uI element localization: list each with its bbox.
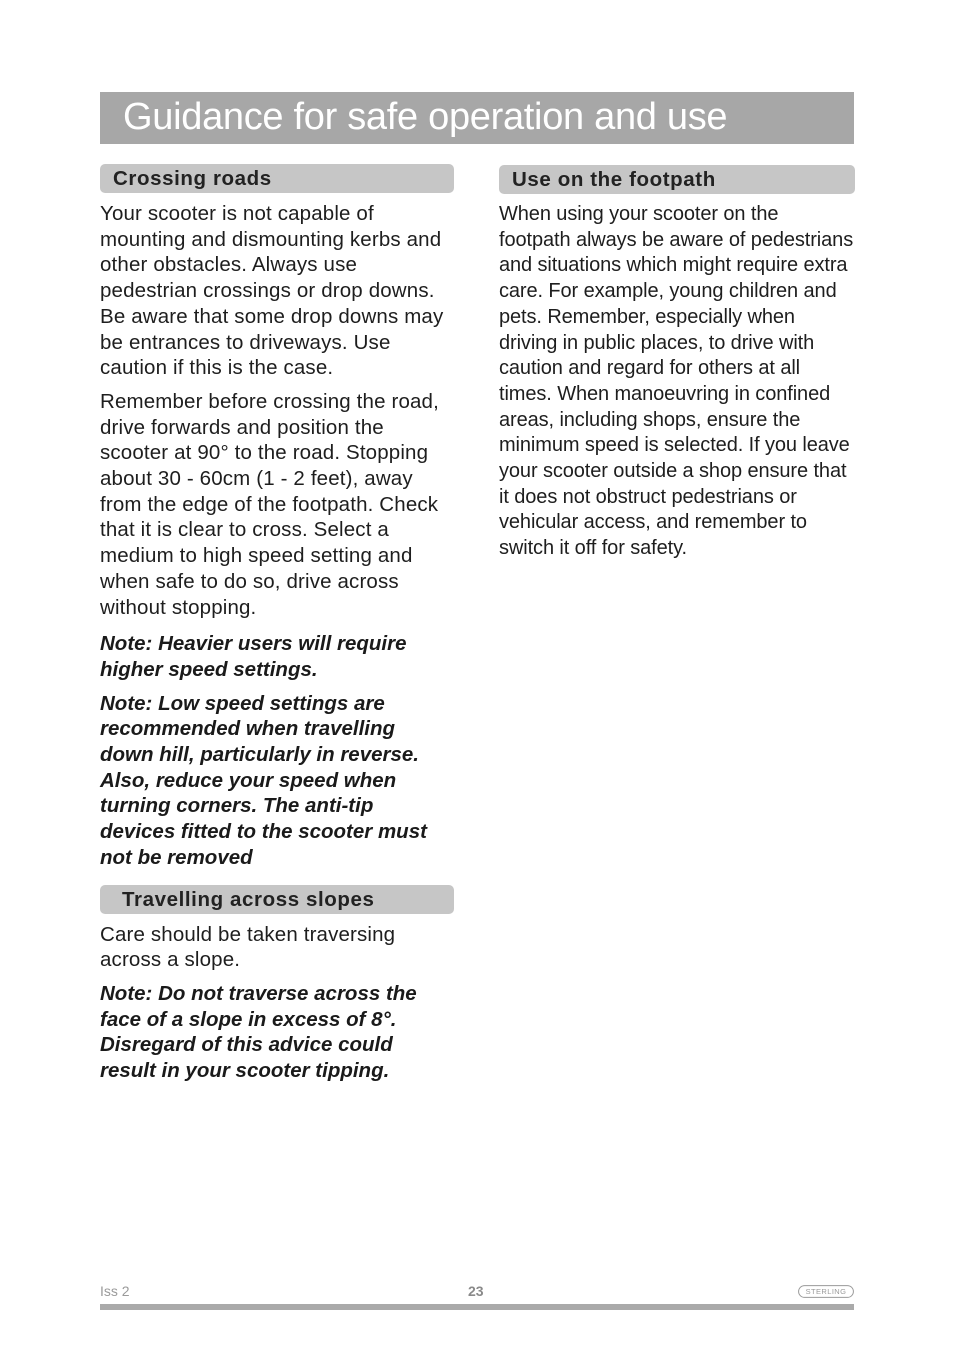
sterling-logo-icon [798, 1285, 854, 1298]
crossing-note-low-speed: Note: Low speed settings are recommended when travelling down hill, particularly in reverse. Also, reduce your speed when turning corners. The anti-tip devices fitted to the scooter must not be removed [100, 691, 427, 869]
footpath-paragraph-1: When using your scooter on the footpath always be aware of pedestrians and situations which might require extra care. For example, young children and pets. Remember, especially when driving in public places, to drive with caution and regard for others at all times. When manoeuvring in confined areas, including shops, ensure the minimum speed is selected. If you leave your scooter outside a shop ensure that it does not obstruct pedestrians or vehicular access, and remember to switch it off for safety. [499, 203, 854, 560]
crossing-paragraph-2: Remember before crossing the road, drive forwards and position the scooter at 90° to the road. Stopping about 30 - 60cm (1 - 2 feet), away from the edge of the footpath. Check that it is clear to cross. Select a medium to high speed setting and when safe to do so, drive across without stopping. [100, 389, 439, 619]
right-column [499, 164, 855, 562]
footer-issue: Iss 2 [100, 1283, 130, 1299]
page-title: Guidance for safe operation and use [123, 96, 728, 138]
footer-page-number: 23 [468, 1283, 484, 1299]
footer-rule [100, 1304, 854, 1310]
page-title-bar [100, 92, 854, 144]
crossing-note-heavier-users: Note: Heavier users will require higher speed settings. [100, 632, 407, 681]
crossing-paragraph-1: Your scooter is not capable of mounting and dismounting kerbs and other obstacles. Always use pedestrian crossings or drop downs. Be aware that some drop downs may be entrances to driveways. Use caution if this is the case. [100, 202, 444, 380]
left-column [100, 164, 454, 1084]
slopes-paragraph-1: Care should be taken traversing across a slope. [100, 922, 396, 972]
section-heading-crossing-roads: Crossing roads [100, 164, 454, 193]
section-heading-travelling-across-slopes: Travelling across slopes [100, 885, 454, 914]
logo-text: STERLING [805, 1287, 847, 1297]
section-heading-use-on-footpath: Use on the footpath [499, 165, 855, 194]
slopes-note-traverse: Note: Do not traverse across the face of a slope in excess of 8°. Disregard of this advice could result in your scooter tipping. [100, 981, 417, 1083]
